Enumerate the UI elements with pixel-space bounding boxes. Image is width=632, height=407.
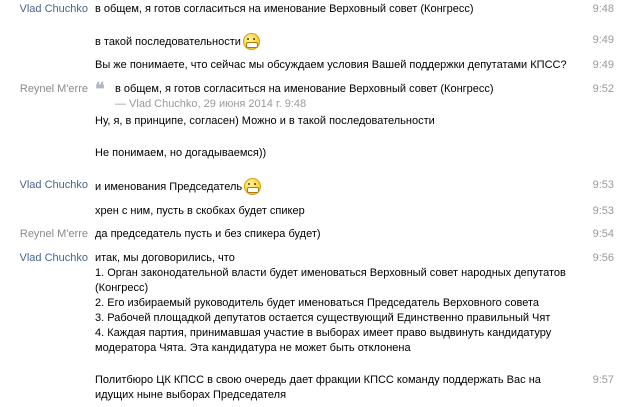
message-time[interactable]: 9:54 <box>592 228 614 240</box>
quote-text: в общем, я готов согласиться на именование Верховный совет (Конгресс) <box>115 83 494 95</box>
sender-name[interactable]: Vlad Chuchko <box>19 179 88 191</box>
message-text: итак, мы договорились, что 1. Орган законодательной власти будет именоваться Верховный совет народных депутатов (Конгресс) 2. Его избираемый руководитель будет именоваться Председатель Верховного совета 3. Рабочей площадкой депутатов остается существующий Единственно правильный Чят 4. Каждая партия, принимавшая участие в выборах имеет право выдвинуть кандидатуру модератора Чята. Эта кандидатура не может быть отклонена <box>95 252 566 354</box>
sender-name[interactable]: Vlad Chuchko <box>19 252 88 264</box>
message-text: и именования Председатель <box>95 178 575 195</box>
message-text: хрен с ним, пусть в скобках будет спикер <box>95 205 305 217</box>
message-text: в общем, я готов согласиться на именование Верховный совет (Конгресс) <box>95 3 474 15</box>
message-text: Политбюро ЦК КПСС в свою очередь дает фракции КПСС команду поддержать Вас на идущих ныне выборах Председателя <box>95 374 541 401</box>
smile-emoji-icon <box>244 178 261 195</box>
message-text: Не понимаем, но догадываемся)) <box>95 147 267 159</box>
message-text: Вы же понимаете, что сейчас мы обсуждаем условия Вашей поддержки депутатами КПСС? <box>95 59 567 71</box>
smile-emoji-icon <box>243 33 260 50</box>
sender-name[interactable]: Vlad Chuchko <box>19 3 88 15</box>
quote-author-date[interactable]: — Vlad Chuchko, 29 июня 2014 г. 9:48 <box>115 98 307 110</box>
message-time[interactable]: 9:53 <box>592 205 614 217</box>
message-time[interactable]: 9:49 <box>592 34 614 46</box>
quote-icon: ❝ <box>95 79 105 99</box>
sender-name[interactable]: Reynel M'erre <box>19 228 88 240</box>
message-time[interactable]: 9:56 <box>592 252 614 264</box>
message-time[interactable]: 9:57 <box>592 374 614 386</box>
message-text: Ну, я, в принципе, согласен) Можно и в такой последовательности <box>95 115 435 127</box>
sender-name[interactable]: Reynel M'erre <box>19 83 88 95</box>
message-time[interactable]: 9:53 <box>592 179 614 191</box>
message-time[interactable]: 9:52 <box>592 83 614 95</box>
message-time[interactable]: 9:49 <box>592 59 614 71</box>
message-time[interactable]: 9:48 <box>592 3 614 15</box>
message-text: да председатель пусть и без спикера будет) <box>95 228 321 240</box>
message-text: в такой последовательности <box>95 33 575 50</box>
